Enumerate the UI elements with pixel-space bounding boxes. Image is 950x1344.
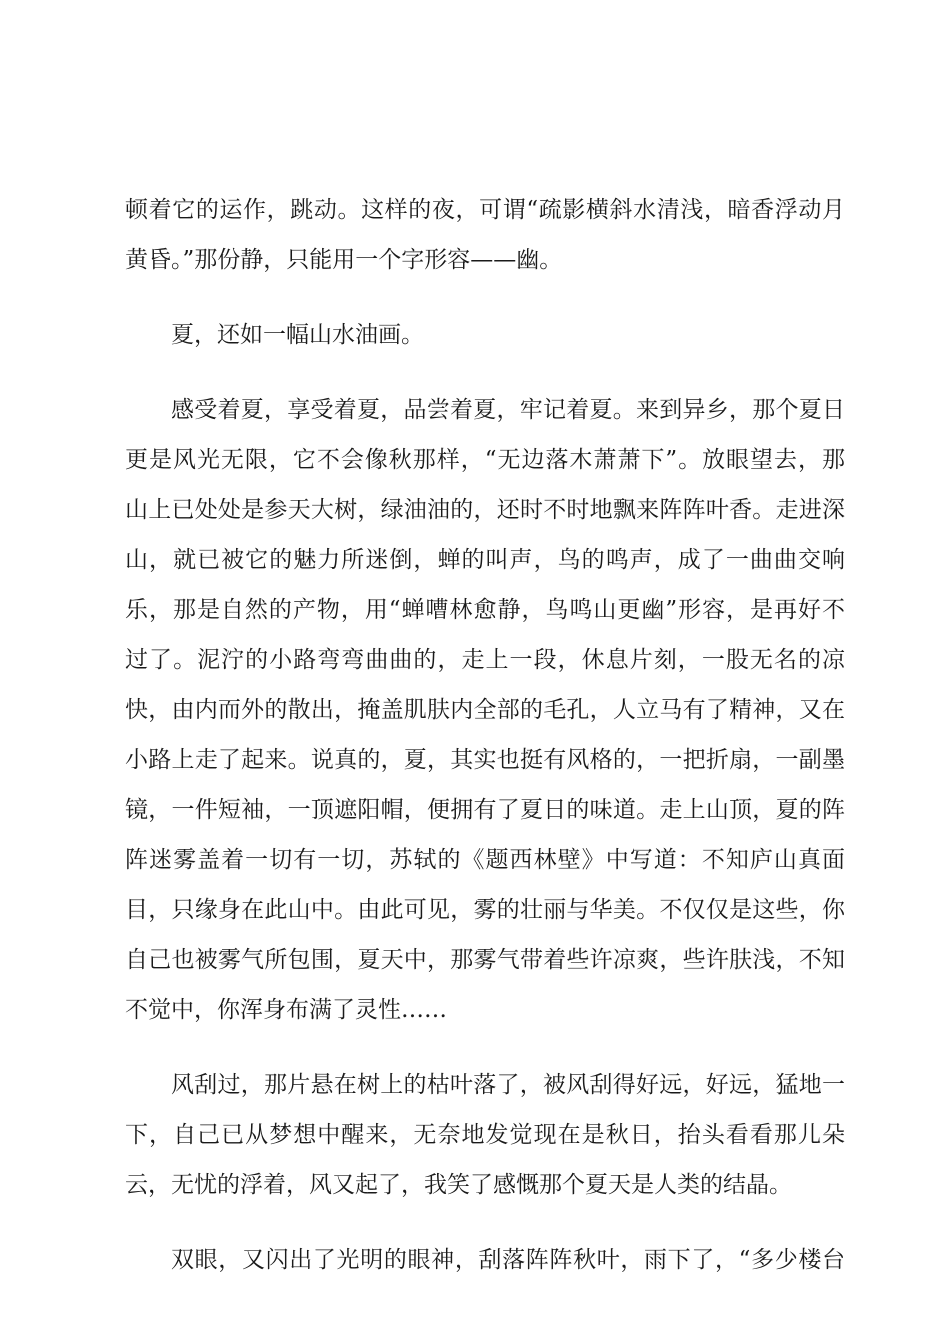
paragraph <box>125 185 845 285</box>
text-line: 顿着它的运作，跳动。这样的夜，可谓“疏影横斜水清浅，暗香浮动月 <box>125 197 845 223</box>
text-line: 夏，还如一幅山水油画。 <box>171 322 424 348</box>
text-line: 不觉中，你浑身布满了灵性…… <box>125 997 447 1023</box>
text-line: 镜，一件短袖，一顶遮阳帽，便拥有了夏日的味道。走上山顶，夏的阵 <box>125 797 845 823</box>
text-line: 风刮过，那片悬在树上的枯叶落了，被风刮得好远，好远，猛地一 <box>171 1072 845 1098</box>
text-line: 山，就已被它的魅力所迷倒，蝉的叫声，鸟的鸣声，成了一曲曲交响 <box>125 547 845 573</box>
text-line: 感受着夏，享受着夏，品尝着夏，牢记着夏。来到异乡，那个夏日 <box>171 397 845 423</box>
paragraph <box>125 310 845 360</box>
text-line: 云，无忧的浮着，风又起了，我笑了感慨那个夏天是人类的结晶。 <box>125 1172 792 1198</box>
text-line: 更是风光无限，它不会像秋那样，“无边落木萧萧下”。放眼望去，那 <box>125 447 845 473</box>
text-line: 阵迷雾盖着一切有一切，苏轼的《题西林壁》中写道：不知庐山真面 <box>125 847 845 873</box>
paragraph <box>125 385 845 1035</box>
text-line: 山上已处处是参天大树，绿油油的，还时不时地飘来阵阵叶香。走进深 <box>125 497 845 523</box>
text-line: 小路上走了起来。说真的，夏，其实也挺有风格的，一把折扇，一副墨 <box>125 747 845 773</box>
document-body <box>125 185 845 1285</box>
text-line: 过了。泥泞的小路弯弯曲曲的，走上一段，休息片刻，一股无名的凉 <box>125 647 845 673</box>
text-line: 下，自己已从梦想中醒来，无奈地发觉现在是秋日，抬头看看那儿朵 <box>125 1122 845 1148</box>
text-line: 目，只缘身在此山中。由此可见，雾的壮丽与华美。不仅仅是这些，你 <box>125 897 845 923</box>
text-line: 双眼，又闪出了光明的眼神，刮落阵阵秋叶，雨下了，“多少楼台 <box>171 1247 845 1273</box>
text-line: 自己也被雾气所包围，夏天中，那雾气带着些许凉爽，些许肤浅，不知 <box>125 947 845 973</box>
paragraph <box>125 1235 845 1285</box>
text-line: 快，由内而外的散出，掩盖肌肤内全部的毛孔，人立马有了精神，又在 <box>125 697 845 723</box>
paragraph <box>125 1060 845 1210</box>
text-line: 黄昏。”那份静，只能用一个字形容——幽。 <box>125 247 563 273</box>
text-line: 乐，那是自然的产物，用“蝉嘈林愈静，鸟鸣山更幽”形容，是再好不 <box>125 597 845 623</box>
